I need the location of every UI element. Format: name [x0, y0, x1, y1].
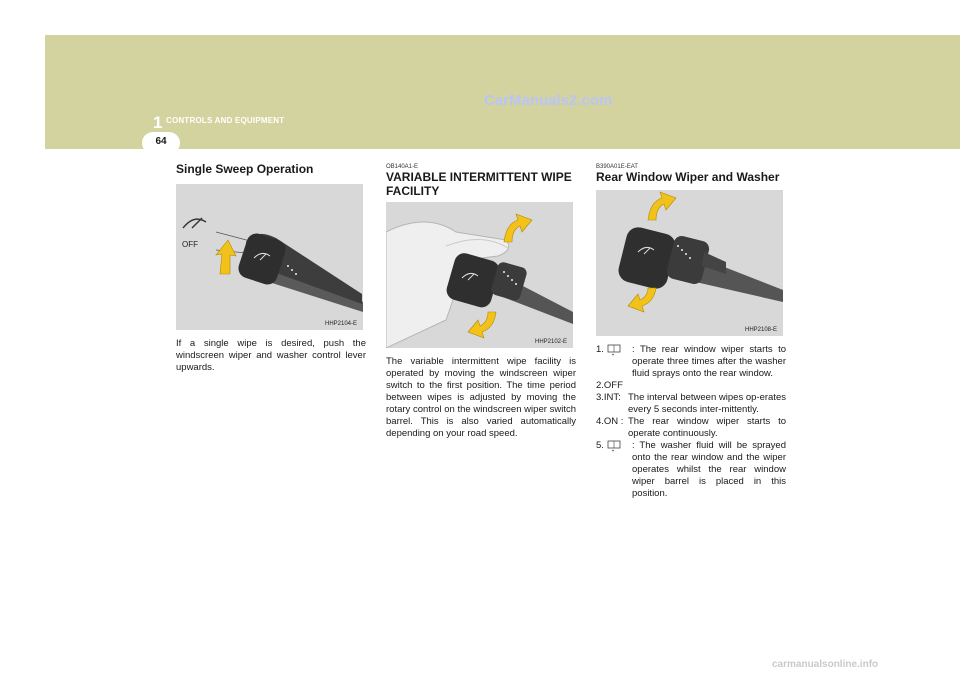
figure-caption: HHP2108-E: [744, 327, 777, 333]
body-text-intermittent: The variable intermittent wipe facility is operated by moving the windscreen wiper switch to the first position. The time period between wipes is adjusted by moving the rotary control on the windscreen wiper switch barrel. This is also varied automatically depending on your road speed.: [386, 356, 576, 439]
figure-single-sweep: [176, 184, 363, 330]
list-item-label: 2.OFF: [596, 380, 623, 391]
chapter-number: 1: [153, 113, 163, 132]
list-item-sep: :: [632, 440, 635, 451]
watermark-bottom-link[interactable]: carmanualsonline.info: [772, 659, 879, 670]
list-item-text: The washer fluid will be sprayed onto the rear window and the wiper operates whilst the rear window wiper barrel is placed in this position.: [632, 440, 787, 499]
column-intermittent-wipe: [386, 160, 576, 440]
washer-icon: [607, 344, 621, 356]
watermark-top-link[interactable]: CarManuals2.com: [484, 92, 613, 109]
rear-wiper-list: [596, 344, 786, 500]
column-rear-wiper: [596, 160, 786, 500]
body-text-single-sweep: If a single wipe is desired, push the windscreen wiper and washer control lever upwards.: [176, 338, 366, 373]
list-item-label: 3.INT:: [596, 392, 621, 403]
list-item-sep: :: [632, 344, 635, 355]
washer-icon: [607, 440, 621, 452]
wiper-lever-illustration: [176, 184, 363, 330]
section-title-single-sweep: Single Sweep Operation: [176, 162, 314, 176]
list-item-label: 1.: [596, 344, 604, 355]
list-item: [596, 416, 786, 440]
list-item: [596, 440, 786, 500]
list-item: [596, 344, 786, 380]
page-number: 64: [155, 136, 167, 147]
list-item-label: 5.: [596, 440, 604, 451]
list-item: [596, 392, 786, 416]
figure-caption: HHP2104-E: [324, 321, 357, 327]
section-title-rear-wiper: Rear Window Wiper and Washer: [596, 170, 780, 184]
list-item-text: The rear window wiper starts to operate continuously.: [628, 416, 786, 439]
off-label: OFF: [182, 240, 198, 249]
chapter-title: CONTROLS AND EQUIPMENT: [166, 116, 285, 125]
section-code: B390A01E-EAT: [596, 164, 638, 170]
figure-intermittent: [386, 202, 573, 348]
list-item-text: The interval between wipes op-erates every 5 seconds inter-mittently.: [628, 392, 786, 415]
list-item-label: 4.ON :: [596, 416, 624, 427]
list-item: [596, 380, 786, 392]
section-title-intermittent: VARIABLE INTERMITTENT WIPE FACILITY: [386, 170, 572, 198]
figure-rear-wiper: [596, 190, 783, 336]
list-item-text: [628, 380, 786, 392]
rear-wiper-lever-illustration: [596, 190, 783, 336]
list-item-text: The rear window wiper starts to operate three times after the washer fluid sprays onto the rear window.: [632, 344, 787, 379]
hand-on-lever-illustration: [386, 202, 573, 348]
column-single-sweep: [176, 160, 366, 374]
figure-caption: HHP2102-E: [534, 339, 567, 345]
section-code: OB140A1-E: [386, 164, 419, 170]
